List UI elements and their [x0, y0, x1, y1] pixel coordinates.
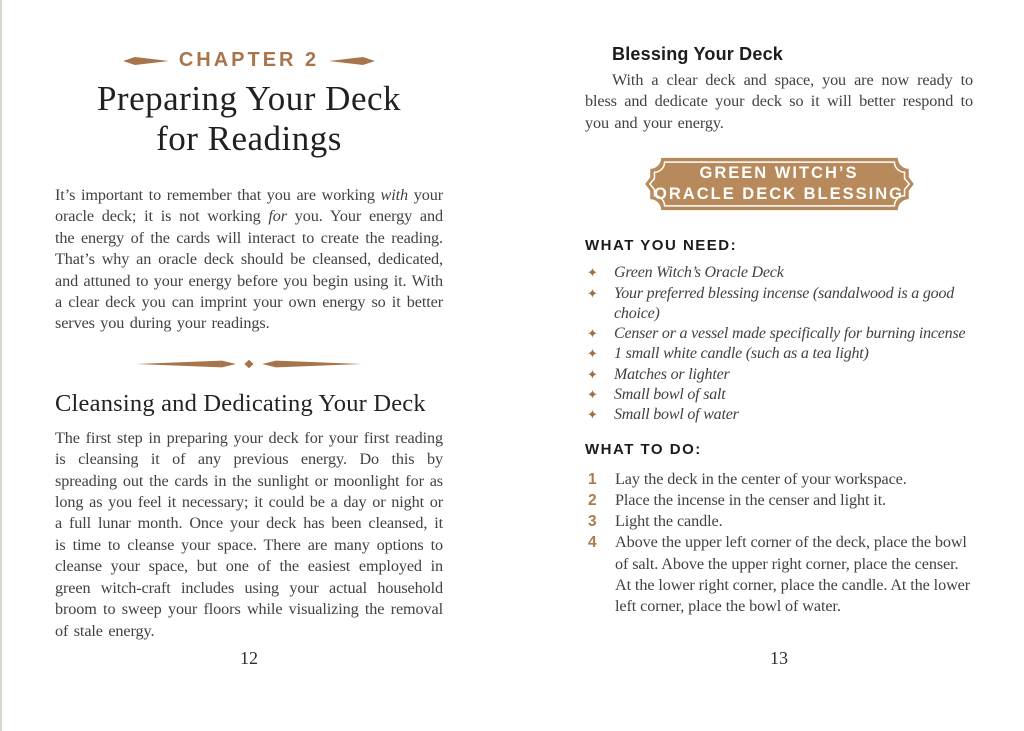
star-bullet-icon: ✦	[587, 285, 598, 301]
star-bullet-icon: ✦	[587, 366, 598, 382]
blessing-heading: Blessing Your Deck	[612, 44, 783, 64]
list-item-text: Green Witch’s Oracle Deck	[614, 264, 784, 282]
chapter-label: CHAPTER 2	[178, 49, 320, 71]
star-bullet-icon: ✦	[587, 387, 598, 402]
step-text: Place the incense in the censer and light it.	[615, 490, 887, 509]
list-item-text: Your preferred blessing incense (sandalwood is a good choice)	[614, 284, 955, 322]
banner-title	[624, 152, 935, 216]
section-divider	[55, 359, 443, 369]
step-text: Lay the deck in the center of your workspace.	[615, 469, 907, 488]
list-item	[585, 324, 973, 344]
step-number: 1	[588, 470, 597, 488]
page-right	[585, 0, 973, 668]
list-item-text: 1 small white candle (such as a tea light)	[614, 345, 869, 363]
list-item-text: Small bowl of water	[614, 406, 739, 424]
banner-title-line1: GREEN WITCH’S	[699, 164, 859, 183]
list-item	[585, 263, 973, 283]
page-number-right: 13	[770, 648, 788, 668]
section-heading: Cleansing and Dedicating Your Deck	[55, 389, 426, 417]
list-item-text: Small bowl of salt	[614, 386, 726, 403]
banner-title-line2: ORACLE DECK BLESSING	[654, 185, 904, 204]
what-to-do-heading: WHAT TO DO:	[585, 440, 702, 458]
blessing-banner	[624, 152, 935, 216]
star-bullet-icon: ✦	[587, 346, 598, 362]
step-number: 3	[588, 513, 597, 531]
divider-ornament-icon	[136, 359, 362, 369]
list-item-text: Censer or a vessel made specifically for burning incense	[614, 325, 966, 343]
list-item-text: Matches or lighter	[614, 365, 730, 383]
star-bullet-icon: ✦	[587, 265, 598, 281]
body-paragraph: The first step in preparing your deck for your first reading is cleansing it of any previous energy. Do this by spreading out the cards in the sunlight or moonlight for as long as you feel it necessary; it could be a day or night or a full lunar month. Once your deck has been cleansed, it is time to cleanse your space. There are many options to cleanse your space, but one of the easiest employed in green witch-craft includes using your actual household broom to sweep your floors while visualizing the removal of stale energy.	[55, 428, 443, 640]
step-item	[585, 532, 973, 617]
chapter-title-line1: Preparing Your Deck	[96, 79, 402, 118]
list-item	[585, 284, 973, 325]
what-you-need-heading: WHAT YOU NEED:	[585, 237, 738, 255]
step-number: 4	[588, 534, 597, 552]
tapered-dash-left-icon	[123, 56, 169, 66]
intro-paragraph	[55, 185, 443, 335]
chapter-label-row	[55, 49, 443, 72]
list-item	[585, 365, 973, 385]
chapter-title-line2: for Readings	[156, 119, 342, 158]
list-item	[585, 405, 973, 425]
step-item	[585, 511, 973, 532]
chapter-title	[55, 79, 443, 159]
what-to-do-list	[585, 469, 973, 618]
page-edge-line	[0, 0, 2, 731]
what-you-need-list	[585, 263, 973, 425]
italic-word: with	[380, 186, 409, 204]
page-left	[55, 0, 443, 668]
step-item	[585, 490, 973, 511]
list-item	[585, 344, 973, 364]
step-number: 2	[588, 491, 597, 509]
italic-word: for	[268, 207, 287, 226]
page-number-left: 12	[240, 648, 258, 668]
blessing-intro-paragraph: With a clear deck and space, you are now ready to bless and dedicate your deck so it will better respond to you and your energy.	[585, 71, 973, 132]
paragraph-text: you. Your energy and the energy of the cards will interact to create the reading. That’s why an oracle deck should be cleansed, dedicated, and attuned to your energy before you begin using it. With a clear deck you can imprint your own energy so it better serves you during your readings.	[55, 207, 443, 333]
star-bullet-icon: ✦	[587, 407, 598, 423]
paragraph-text: your oracle deck; it is not working	[55, 186, 443, 226]
star-bullet-icon: ✦	[587, 326, 598, 342]
paragraph-text: It’s important to remember that you are working	[55, 186, 381, 204]
step-text: Above the upper left corner of the deck, place the bowl of salt. Above the upper right corner, place the censer. At the lower right corner, place the candle. At the lower left corner, place the bowl of water.	[615, 533, 971, 616]
step-item	[585, 469, 973, 490]
list-item	[585, 385, 973, 405]
step-text: Light the candle.	[615, 512, 723, 531]
tapered-dash-right-icon	[329, 56, 375, 66]
